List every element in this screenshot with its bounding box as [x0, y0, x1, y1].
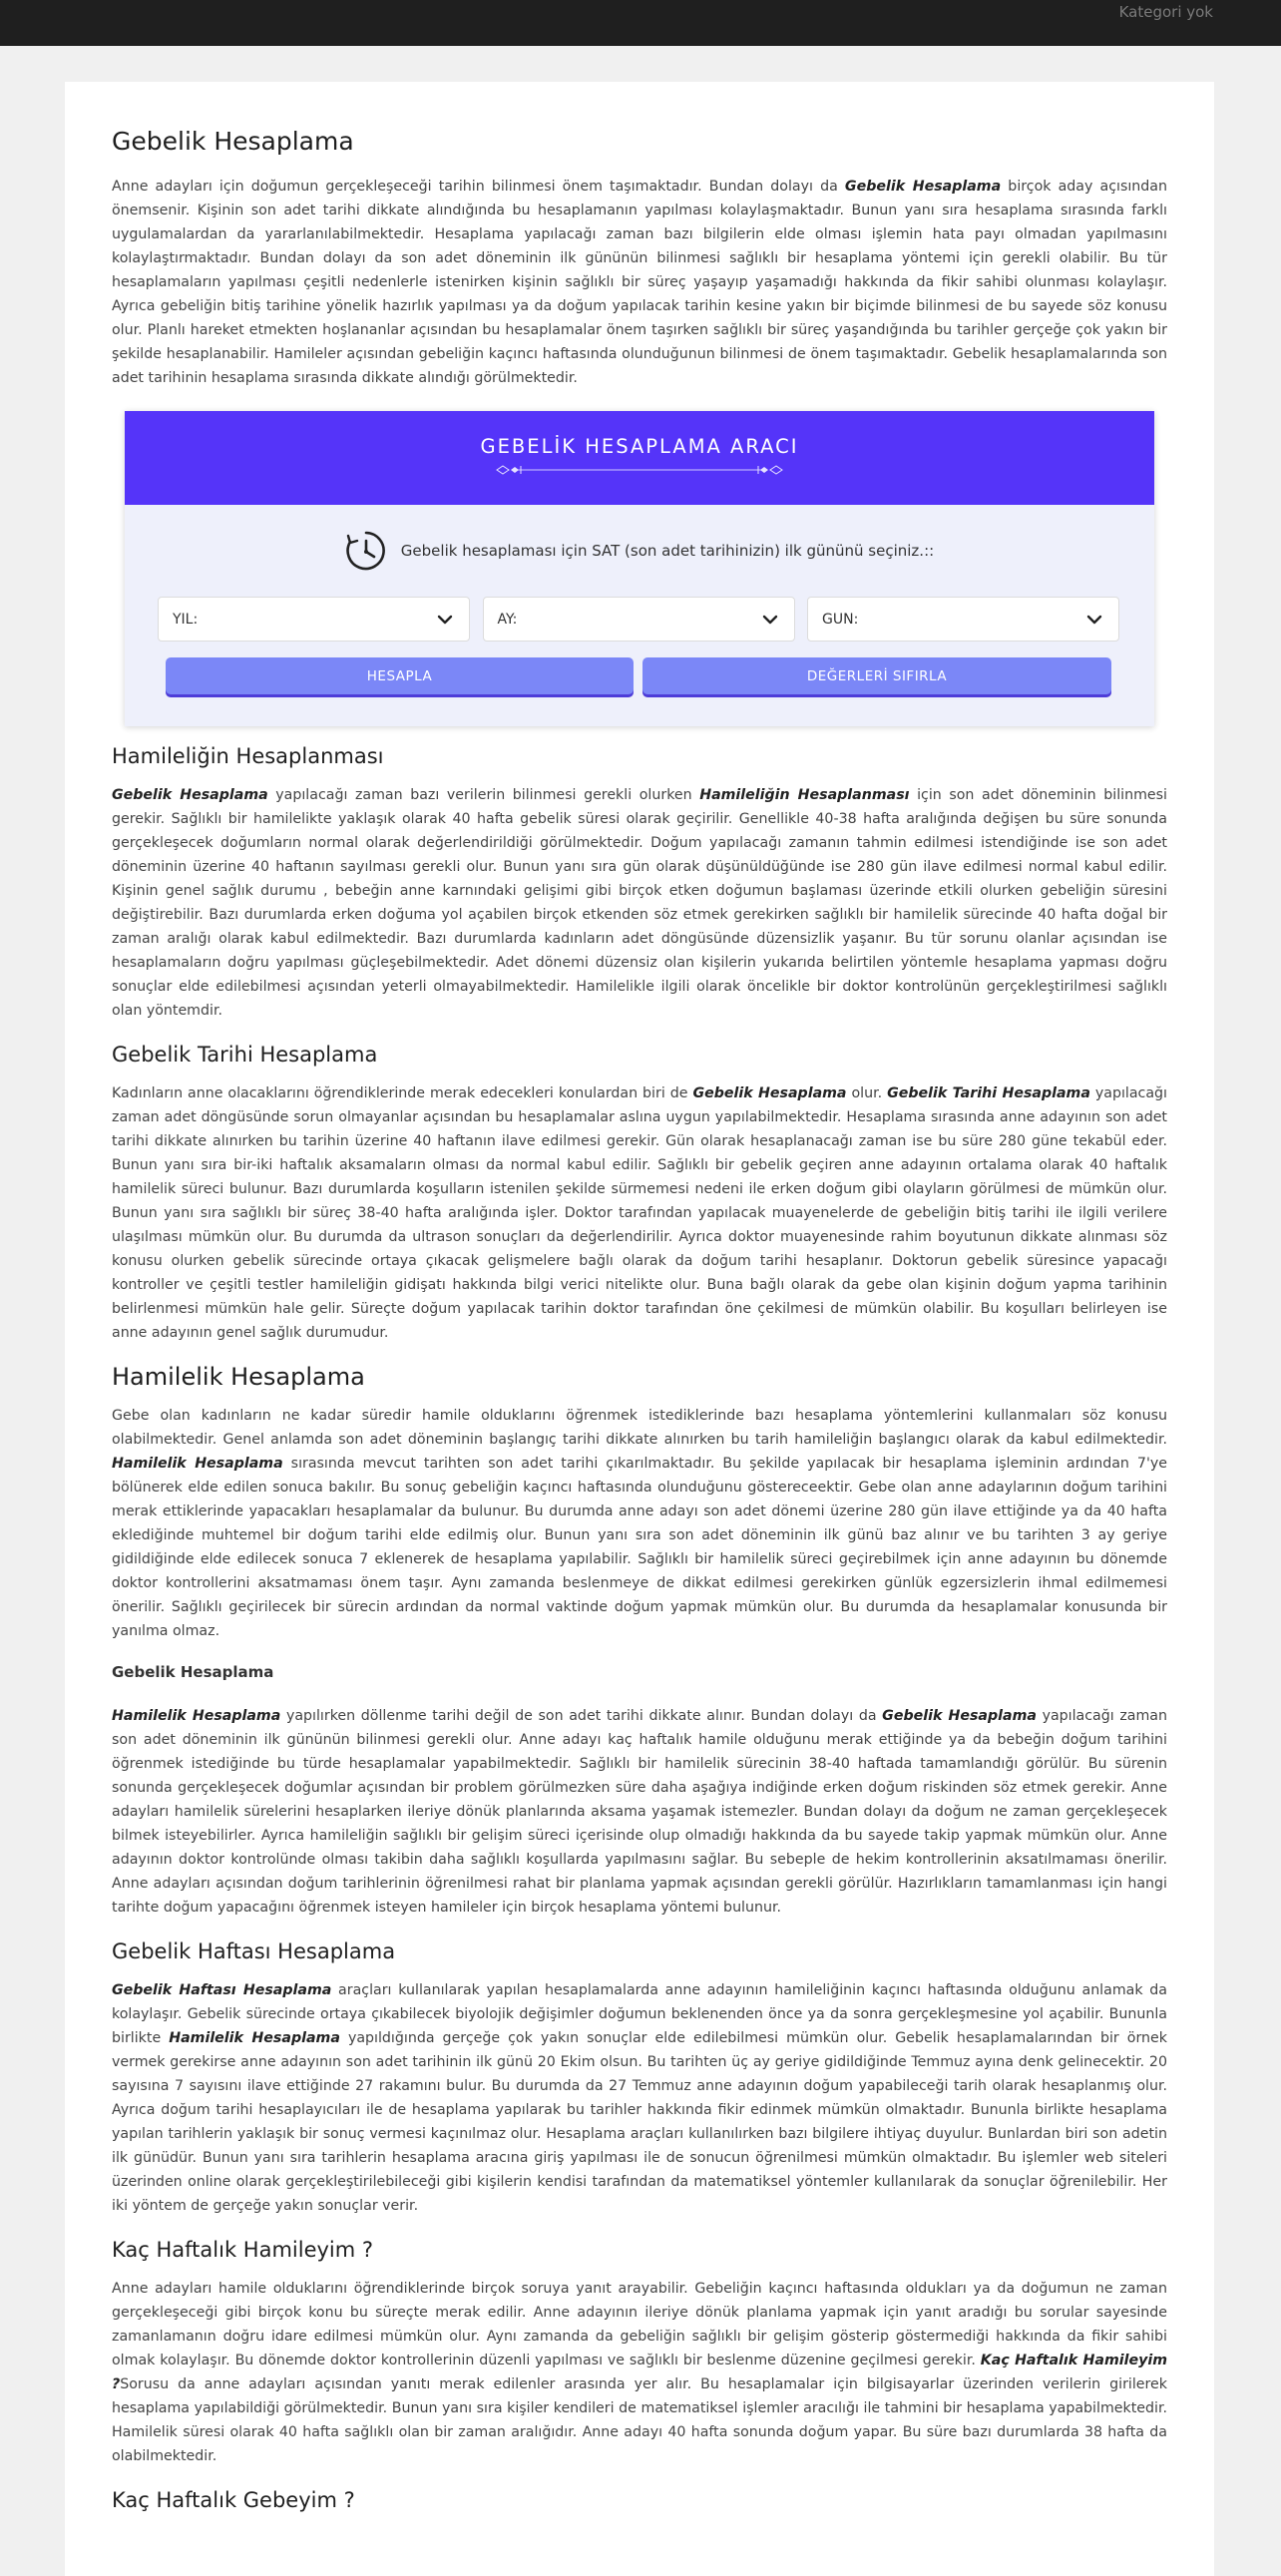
category-link[interactable]: Kategori yok — [1118, 3, 1213, 21]
keyword-emphasis: Kaç Haftalık Hamileyim ? — [112, 2353, 1167, 2392]
section-heading: Hamilelik Hesaplama — [112, 1363, 365, 1391]
chevron-down-icon — [1086, 615, 1102, 625]
section-heading: Kaç Haftalık Gebeyim ? — [112, 2488, 355, 2512]
section-heading: Gebelik Haftası Hesaplama — [112, 1939, 396, 1963]
keyword-emphasis: Hamileliğin Hesaplanması — [699, 787, 910, 803]
paragraph-text: yapıldığında gerçeğe çok yakın sonuçlar elde edilebilmesi mümkün olur. Gebelik hesaplamalarından bir örnek vermek gerekirse anne adayının son adet tarihinin ilk günü 20 Ekim olsun. Bu tarihten üç ay geriye gidildiğinde Temmuz ayına denk gelinecektir. 20 sayısına 7 sayısını ilave ettiğinde 27 rakamını bulur. Bu durumda da 27 Temmuz anne adayının doğum yapabileceği tarih olarak hesaplanmış olur. Ayrıca doğum tarihi hesaplayıcıları ile de hesaplama yapılarak bu tarihler hakkında fikir edinmek mümkün olmaktadır. Bununla birlikte hesaplama yapılan tarihlerin yaklaşık bir sonuç vermesi kaçınılmaz olur. Hesaplama araçları kullanılırken bazı bilgilere ihtiyaç duyulur. Bunlardan biri son adetin ilk günüdür. Bunun yanı sıra tarihlerin hesaplama aracına giriş yapılması ile de sonucun öğrenilmesi mümkün olmaktadır. Bu işlemler web siteleri üzerinden online olarak gerçekleştirilebileceği gibi kişilerin kendisi tarafından da matematiksel yöntemler kullanılarak da sonuçlar öğrenilebilir. Her iki yöntem de gerçeğe yakın sonuçlar verir. — [112, 2030, 1167, 2214]
month-select-label: AY: — [497, 611, 518, 628]
keyword-emphasis: Gebelik Hesaplama — [844, 179, 1002, 195]
prompt-text: Gebelik hesaplaması için SAT (son adet tarihinizin) ilk gününü seçiniz.:: — [400, 542, 935, 560]
day-select[interactable] — [807, 597, 1119, 642]
chevron-down-icon — [437, 615, 453, 625]
keyword-emphasis: Gebelik Hesaplama — [882, 1708, 1037, 1724]
day-select-label: GUN: — [822, 611, 859, 628]
section-subheading: Gebelik Hesaplama — [112, 1663, 274, 1681]
section-paragraph — [112, 783, 1167, 1023]
section-paragraph — [112, 2277, 1167, 2468]
section-paragraph — [112, 1704, 1167, 1920]
section-heading: Gebelik Tarihi Hesaplama — [112, 1043, 378, 1067]
paragraph-text: yapılacağı zaman son adet döneminin ilk gününün bilinmesi gerekli olur. Anne adayı kaç haftalık hamile olduğunu merak ettiğinde ya da bebeğin doğum tarihini öğrenmek istediğinde bu türde hesaplamalar yapabilmektedir. Sağlıklı bir hamilelik sürecinin 38-40 haftada tamamlandığı görülür. Bu sürenin sonunda gerçekleşecek doğumlar açısından bir problem görülmezken süre daha aşağıya indiğinde erken doğum riskinden söz etmek gerekir. Anne adayları hamilelik sürelerini hesaplarken ileriye dönük planlarında aksama yaşamak istemezler. Bundan dolayı da doğum ne zaman gerçekleşecek bilmek isteyebilirler. Ayrıca hamileliğin sağlıklı bir gelişim süreci içerisinde olup olmadığı hakkında da bu sayede takip yapmak mümkün olur. Anne adayının doktor kontrolünde olması takibin daha sağlıklı koşullarda yapılmasını sağlar. Bu sebeple de hekim kontrollerinin aksatılmaması önerilir. Anne adayları açısından doğum tarihlerinin öğrenilmesi rahat bir planlama yapmak açısından gerekli görülür. Hazırlıkların tamamlanması için hangi tarihte doğum yapacağını öğrenmek isteyen hamileler için birçok hesaplama yöntemi bulunur. — [112, 1708, 1167, 1916]
clock-icon — [345, 530, 387, 572]
keyword-emphasis: Hamilelik Hesaplama — [169, 2030, 340, 2046]
pregnancy-calculator — [125, 411, 1154, 726]
calculator-header — [125, 411, 1154, 505]
paragraph-text: yapılırken döllenme tarihi değil de son adet tarihi dikkate alınır. Bundan dolayı da — [280, 1708, 883, 1724]
paragraph-text: Gebe olan kadınların ne kadar süredir hamile olduklarını öğrenmek istediklerinde bazı hesaplama yöntemlerini kullanmaları söz konusu olabilmektedir. Genel anlamda son adet döneminin başlangıç tarihi dikkate alınırken bu tarih hamileliğin başlangıcı olarak da kabul edilmektedir. — [112, 1408, 1167, 1448]
keyword-emphasis: Hamilelik Hesaplama — [112, 1456, 283, 1472]
date-selects — [125, 597, 1154, 642]
paragraph-text: Anne adayları için doğumun gerçekleşeceği tarihin bilinmesi önem taşımaktadır. Bundan dolayı da — [112, 179, 845, 195]
section-paragraph — [112, 1978, 1167, 2218]
page-title: Gebelik Hesaplama — [112, 127, 354, 156]
article-card — [65, 82, 1214, 2576]
article-sections — [112, 742, 1167, 2514]
paragraph-text: yapılacağı zaman bazı verilerin bilinmesi gerekli olurken — [267, 787, 700, 803]
chevron-down-icon — [762, 615, 778, 625]
year-select-label: YIL: — [173, 611, 199, 628]
calculator-buttons — [125, 657, 1154, 694]
calculate-button[interactable]: HESAPLA — [166, 657, 634, 694]
paragraph-text: birçok aday açısından önemsenir. Kişinin son adet tarihi dikkate alındığında bu hesaplamanın yapılması kolaylaşmaktadır. Bunun yanı sıra hesaplama sırasında farklı uygulamalardan da yararlanılabilmektedir. Hesaplama yapılacağı zaman bazı bilgilerin elde olması işlemin hata payı olmadan yapılmasını kolaylaştırmaktadır. Bundan dolayı da son adet döneminin ilk gününün bilinmesi sağlıklı bir hesaplama yöntemi için gerekli olabilir. Bu tür hesaplamaların yapılması çeşitli nedenlerle istenirken kişinin sağlıklı bir süreç yaşayıp yaşamadığı hakkında da fikir sahibi olunması kolaylaşır. Ayrıca gebeliğin bitiş tarihine yönelik hazırlık yapılması ya da doğum yapılacak tarihin kesine yakın bir biçimde bilinmesi de bu sayede söz konusu olur. Planlı hareket etmekten hoşlananlar açısından bu hesaplamalar önem taşırken sağlıklı bir süreç yaşandığında bu tarihler gerçeğe çok yakın bir şekilde hesaplanabilir. Hamileler açısından gebeliğin kaçıncı haftasında olunduğunun bilinmesi de önem taşımaktadır. Gebelik hesaplamalarında son adet tarihinin hesaplama sırasında dikkate alındığı görülmektedir. — [112, 179, 1167, 386]
calculator-title: GEBELİK HESAPLAMA ARACI — [480, 435, 799, 458]
keyword-emphasis: Gebelik Hesaplama — [692, 1085, 847, 1101]
paragraph-text: sırasında mevcut tarihten son adet tarihi çıkarılmaktadır. Bu şekilde yapılacak bir hesaplama işleminin ardından 7'ye bölünerek elde edilen sonuca bakılır. Bu sonuç gebeliğin kaçıncı haftasında olunduğunu göstereceektir. Gebe olan anne adaylarının doğum tarihini merak ettiklerinde yapacakları hesaplamalar da bulunur. Bu durumda anne adayı son adet dönemi üzerine 280 gün ilave ettiğinde ya da 40 hafta eklediğinde muhtemel bir doğum tarihi elde edilmiş olur. Bunun yanı sıra son adet döneminin ilk günü baz alınır ve bu tarihten 3 ay geriye gidildiğinde elde edilecek sonuca 7 eklenerek de hesaplama yapılabilir. Sağlıklı bir hamilelik süreci geçirebilmek için anne adayının bu dönemde doktor kontrollerini aksatmaması önem taşır. Aynı zamanda beslenmeye de dikkat edilmesi gerekirken günlük egzersizlerin ihmal edilmemesi önerilir. Sağlıklı geçirilecek bir sürecin ardından da normal vaktinde doğum yapmak mümkün olur. Bu durumda da hesaplamalar konusunda bir yanılma olmaz. — [112, 1456, 1167, 1639]
year-select[interactable] — [158, 597, 470, 642]
paragraph-text: Sorusu da anne adayları açısından yanıtı merak edilenler arasında yer alır. Bu hesaplamalar için bilgisayarlar üzerinden verilerin girilerek hesaplama yapılabildiği görülmektedir. Bunun yanı sıra kişiler kendileri de matematiksel işlemler aracılığı ile tahmini bir hesaplama yapabilmektedir. Hamilelik süresi olarak 40 hafta sağlıklı olan bir zaman aralığıdır. Anne adayı 40 hafta sonunda doğum yapar. Bu süre bazı durumlarda 38 hafta da olabilmektedir. — [112, 2376, 1167, 2464]
paragraph-text: Kadınların anne olacaklarını öğrendiklerinde merak edecekleri konulardan biri de — [112, 1085, 693, 1101]
paragraph-text: araçları kullanılarak yapılan hesaplamalarda anne adayının hamileliğinin kaçıncı haftasında olduğunu anlamak da kolaylaşır. Gebelik sürecinde ortaya çıkabilecek biyolojik değişimler doğumun beklenenden önce ya da sonra gerçekleşmesine yol açabilir. Bununla birlikte — [112, 1982, 1167, 2046]
month-select[interactable] — [483, 597, 795, 642]
intro-paragraph — [112, 175, 1167, 390]
calculator-prompt — [125, 505, 1154, 597]
paragraph-text: yapılacağı zaman adet döngüsünde sorun olmayanlar açısından bu hesaplamalar aslına uygun yapılabilmektedir. Hesaplama sırasında anne adayının son adet tarihi dikkate alınırken bu tarihin üzerine 40 haftanın ilave edilmesi gerekir. Gün olarak hesaplanacağı zaman ise bu süre 280 güne tekabül eder. Bunun yanı sıra bir-iki haftalık aksamaların olması da normal kabul edilir. Sağlıklı bir gebelik geçiren anne adayının ortalama olarak 40 haftalık hamilelik süreci bulunur. Bazı durumlarda koşulların istenilen şekilde sürmemesi nedeni ile erken doğum gibi olayların görülmesi de mümkün olur. Bunun yanı sıra sağlıklı bir süreç 38-40 hafta aralığında işler. Doktor tarafından yapılacak muayenelerde de gebeliğin bitiş tarihi ile ilgili verilere ulaşılması mümkün olur. Bu durumda da ultrason sonuçları da değerlendirilir. Ayrıca doktor muayenesinde rahim boyutunun dikkate alınması söz konusu olurken gebelik sürecinde ortaya çıkacak gelişmelere bağlı olarak da doğum tarihi hesaplanır. Doktorun gebelik süresince yapacağı kontroller ve çeşitli testler hamileliğin gidişatı hakkında bilgi verici nitelikte olur. Buna bağlı olarak da gebe olan kişinin doğum yapma tarihinin belirlenmesi mümkün hale gelir. Süreçte doğum yapılacak tarihin doktor tarafından öne çekilmesi de mümkün olabilir. Bu koşulları belirleyen ise anne adayının genel sağlık durumudur. — [112, 1085, 1167, 1341]
paragraph-text: için son adet döneminin bilinmesi gerekir. Sağlıklı bir hamilelikte yaklaşık olarak 40 hafta gebelik süresi olarak geçirilir. Genellikle 40-38 hafta aralığında değişen bu süre sonunda gerçekleşecek doğumların normal olarak değerlendirildiği görülmektedir. Doğum yapılacağı zamanın tahmin edilmesi istendiğinde ise son adet döneminin üzerine 40 haftanın sayılması gerekli olur. Bunun yanı sıra gün olarak düşünüldüğünde ise 280 gün ilave edilmesi normal kabul edilir. Kişinin genel sağlık durumu , bebeğin anne karnındaki gelişimi gibi birçok etken doğumun başlaması üzerinde etkili olurken gebeliğin süresini değiştirebilir. Bazı durumlarda erken doğuma yol açabilen birçok etkenden söz etmek gerekirken sağlıklı bir hamilelik sürecinde 40 hafta doğal bir zaman aralığı olarak kabul edilmektedir. Bazı durumlarda kadınların adet döngüsünde düzensizlik yaşanır. Bu tür sorunu olanlar açısından ise hesaplamaların doğru yapılması güçleşebilmektedir. Adet dönemi düzensiz olan kişilerin yukarıda belirtilen yöntemle hesaplama yapması doğru sonuçlar elde edilebilmesi açısından yeterli olmayabilmektedir. Hamilelikle ilgili olarak öncelikle bir doktor kontrolünün gerçekleştirilmesi sağlıklı olan yöntemdir. — [112, 787, 1167, 1019]
section-heading: Hamileliğin Hesaplanması — [112, 744, 384, 768]
top-bar — [0, 0, 1281, 46]
keyword-emphasis: Hamilelik Hesaplama — [112, 1708, 281, 1724]
divider-ornament-icon — [495, 462, 784, 478]
keyword-emphasis: Gebelik Tarihi Hesaplama — [887, 1085, 1090, 1101]
paragraph-text: olur. — [846, 1085, 888, 1101]
section-paragraph — [112, 1081, 1167, 1345]
section-heading: Kaç Haftalık Hamileyim ? — [112, 2238, 374, 2262]
reset-button[interactable]: DEĞERLERİ SIFIRLA — [642, 657, 1111, 694]
keyword-emphasis: Gebelik Haftası Hesaplama — [112, 1982, 332, 1998]
paragraph-text: Anne adayları hamile olduklarını öğrendiklerinde birçok soruya yanıt arayabilir. Gebeliğin kaçıncı haftasında oldukları ya da doğumun ne zaman gerçekleşeceği gibi birçok konu bu süreçte merak edilir. Anne adayının ileriye dönük planlama yapmak için yanıt aradığı bu sorular sayesinde zamanlamanın doğru idare edilmesi mümkün olur. Aynı zamanda da gebeliğin sağlıklı bir gelişim gösterip göstermediği hakkında da fikir sahibi olmak kolaylaşır. Bu dönemde doktor kontrollerinin düzenli yapılması ve sağlıklı bir beslenme düzenine geçilmesi gerekir. — [112, 2281, 1167, 2368]
section-paragraph — [112, 1404, 1167, 1643]
keyword-emphasis: Gebelik Hesaplama — [112, 787, 268, 803]
